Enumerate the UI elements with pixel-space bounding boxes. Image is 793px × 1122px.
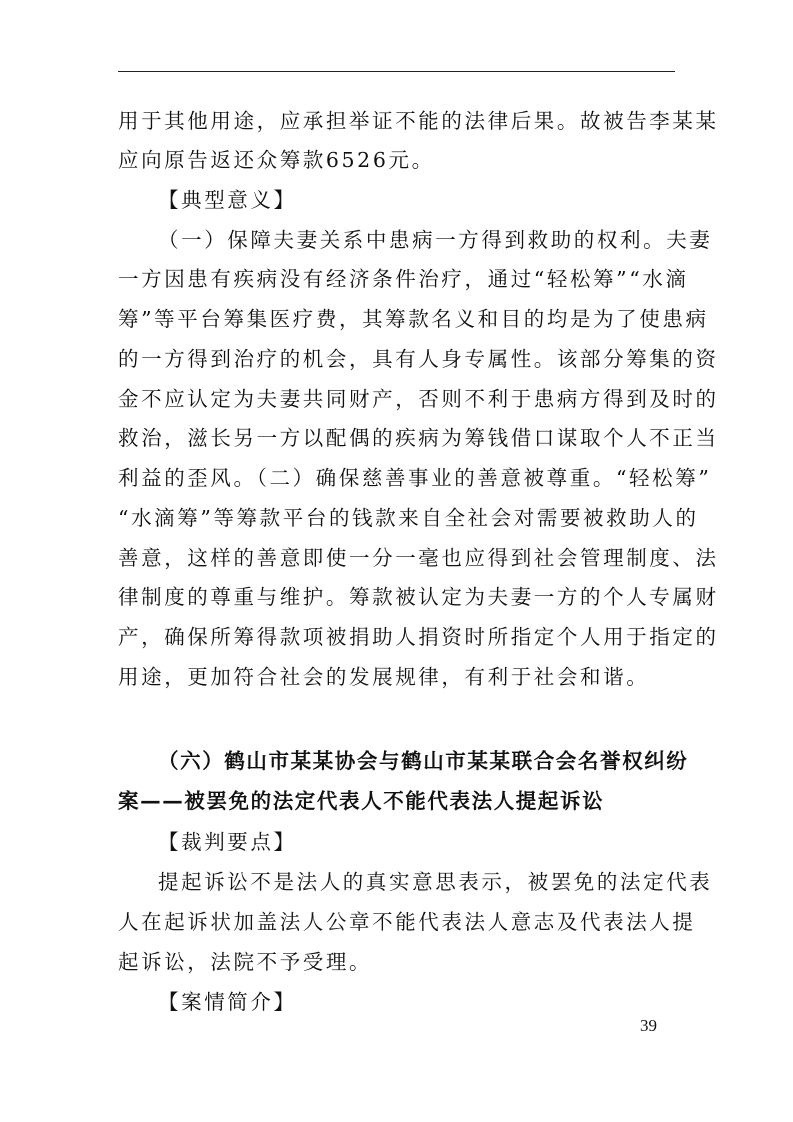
body-line-11: “水滴筹”等筹款平台的钱款来自全社会对需要被救助人的 (118, 506, 699, 530)
body-line-14: 产，确保所筹得款项被捐助人捐资时所指定个人用于指定的 (118, 625, 719, 649)
case-title-line-1: （六）鹤山市某某协会与鹤山市某某联合会名誉权纠纷 (158, 749, 689, 773)
header-rule (118, 71, 675, 72)
body-line-20: 人在起诉状加盖法人公章不能代表法人意志及代表法人提 (118, 910, 696, 934)
body-line-21: 起诉讼，法院不予受理。 (118, 950, 373, 974)
page-number: 39 (640, 1016, 657, 1035)
body-line-15: 用途，更加符合社会的发展规律，有利于社会和谐。 (118, 665, 650, 689)
body-line-13: 律制度的尊重与维护。筹款被认定为夫妻一方的个人专属财 (118, 585, 719, 609)
body-line-19: 提起诉讼不是法人的真实意思表示，被罢免的法定代表 (158, 870, 713, 894)
body-line-9: 救治，滋长另一方以配偶的疾病为筹钱借口谋取个人不正当 (118, 426, 719, 450)
body-line-6: 筹”等平台筹集医疗费，其筹款名义和目的均是为了使患病 (118, 307, 709, 331)
body-line-7: 的一方得到治疗的机会，具有人身专属性。该部分筹集的资 (118, 347, 719, 371)
body-line-5: 一方因患有疾病没有经济条件治疗，通过“轻松筹”“水滴 (118, 267, 689, 291)
section-heading-judgment-points: 【裁判要点】 (158, 830, 297, 854)
body-line-12: 善意，这样的善意即使一分一毫也应得到社会管理制度、法 (118, 546, 719, 570)
body-line-2: 应向原告返还众筹款6526元。 (118, 148, 435, 172)
body-line-4: （一）保障夫妻关系中患病一方得到救助的权利。夫妻 (158, 228, 713, 252)
section-heading-typical-significance: 【典型意义】 (158, 188, 297, 212)
case-title-line-2: 案——被罢免的法定代表人不能代表法人提起诉讼 (118, 789, 605, 813)
body-line-10: 利益的歪风。（二）确保慈善事业的善意被尊重。“轻松筹” (118, 466, 712, 490)
body-line-1: 用于其他用途，应承担举证不能的法律后果。故被告李某某 (118, 109, 719, 133)
section-heading-case-summary: 【案情简介】 (158, 990, 297, 1014)
body-line-8: 金不应认定为夫妻共同财产，否则不利于患病方得到及时的 (118, 387, 719, 411)
